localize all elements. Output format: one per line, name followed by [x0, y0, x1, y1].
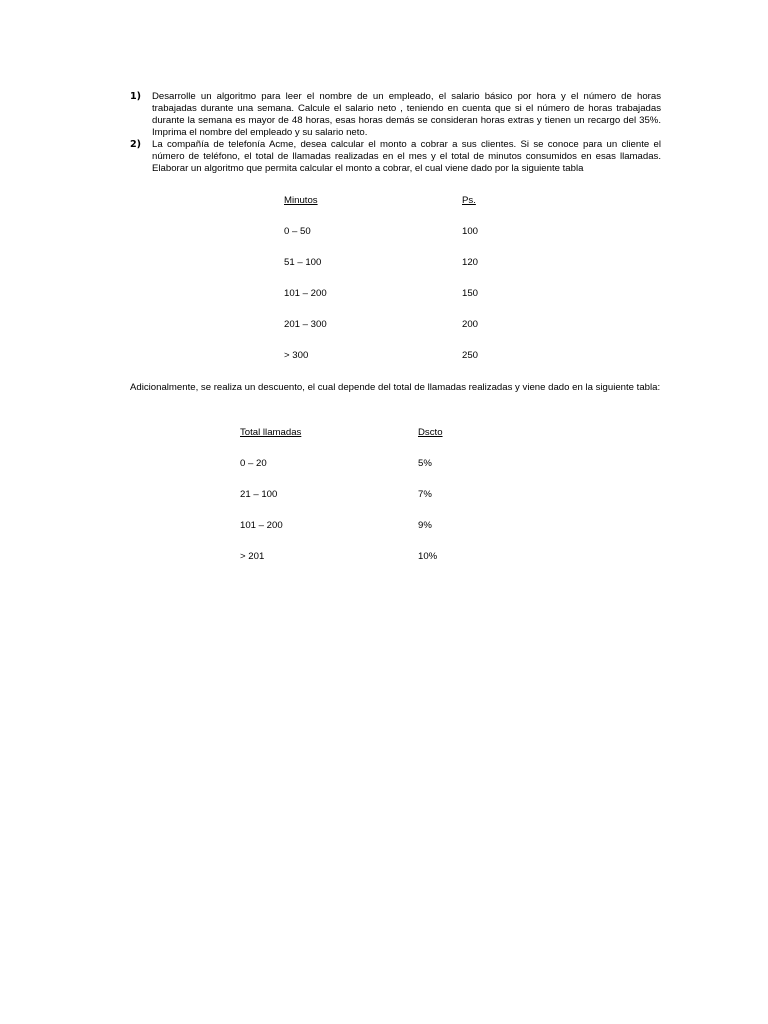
table-row [240, 457, 500, 471]
discount-cell: 5% [418, 458, 432, 469]
table-header-row [240, 426, 500, 440]
discount-paragraph: Adicionalmente, se realiza un descuento, el cual depende del total de llamadas realizadas y viene dado en la siguiente tabla: [130, 382, 661, 393]
table-row [284, 225, 544, 239]
calls-range-cell: 21 – 100 [240, 489, 278, 500]
column-header-dscto: Dscto [418, 427, 443, 438]
exercise-item-1 [130, 91, 661, 139]
discount-cell: 7% [418, 489, 432, 500]
minutes-range-cell: 0 – 50 [284, 226, 311, 237]
price-cell: 200 [462, 319, 479, 330]
minutes-range-cell: > 300 [284, 350, 309, 361]
column-header-price: Ps. [462, 195, 476, 206]
column-header-minutos: Minutos [284, 195, 318, 206]
price-cell: 250 [462, 350, 479, 361]
price-cell: 120 [462, 257, 479, 268]
table-row [284, 287, 544, 301]
discount-cell: 10% [418, 551, 438, 562]
discount-cell: 9% [418, 520, 432, 531]
exercise-item-2 [130, 139, 661, 175]
minutes-range-cell: 201 – 300 [284, 319, 327, 330]
table-row [240, 519, 500, 533]
exercise-text: La compañía de telefonía Acme, desea calcular el monto a cobrar a sus clientes. Si se conoce para un cliente el número de teléfono, el total de llamadas realizadas en el mes y el total de minutos consumidos en esas llamadas. Elaborar un algoritmo que permita calcular el monto a cobrar, el cual viene dado por la siguiente tabla [152, 139, 661, 174]
table-header-row [284, 194, 544, 208]
exercise-text: Desarrolle un algoritmo para leer el nombre de un empleado, el salario básico por hora y el número de horas trabajadas durante una semana. Calcule el salario neto , teniendo en cuenta que si el número de horas trabajadas durante la semana es mayor de 48 horas, esas horas demás se consideran horas extras y tienen un recargo del 35%. Imprima el nombre del empleado y su salario neto. [152, 91, 661, 138]
table-row [284, 318, 544, 332]
exercise-number: 1) [130, 91, 142, 102]
price-cell: 100 [462, 226, 479, 237]
column-header-total-llamadas: Total llamadas [240, 427, 302, 438]
calls-range-cell: 0 – 20 [240, 458, 267, 469]
price-cell: 150 [462, 288, 479, 299]
table-row [240, 550, 500, 564]
table-row [240, 488, 500, 502]
table-row [284, 349, 544, 363]
table-row [284, 256, 544, 270]
minutes-range-cell: 51 – 100 [284, 257, 322, 268]
exercise-number: 2) [130, 139, 142, 150]
calls-range-cell: > 201 [240, 551, 265, 562]
exercise-list [130, 91, 661, 175]
minutes-range-cell: 101 – 200 [284, 288, 327, 299]
calls-range-cell: 101 – 200 [240, 520, 283, 531]
